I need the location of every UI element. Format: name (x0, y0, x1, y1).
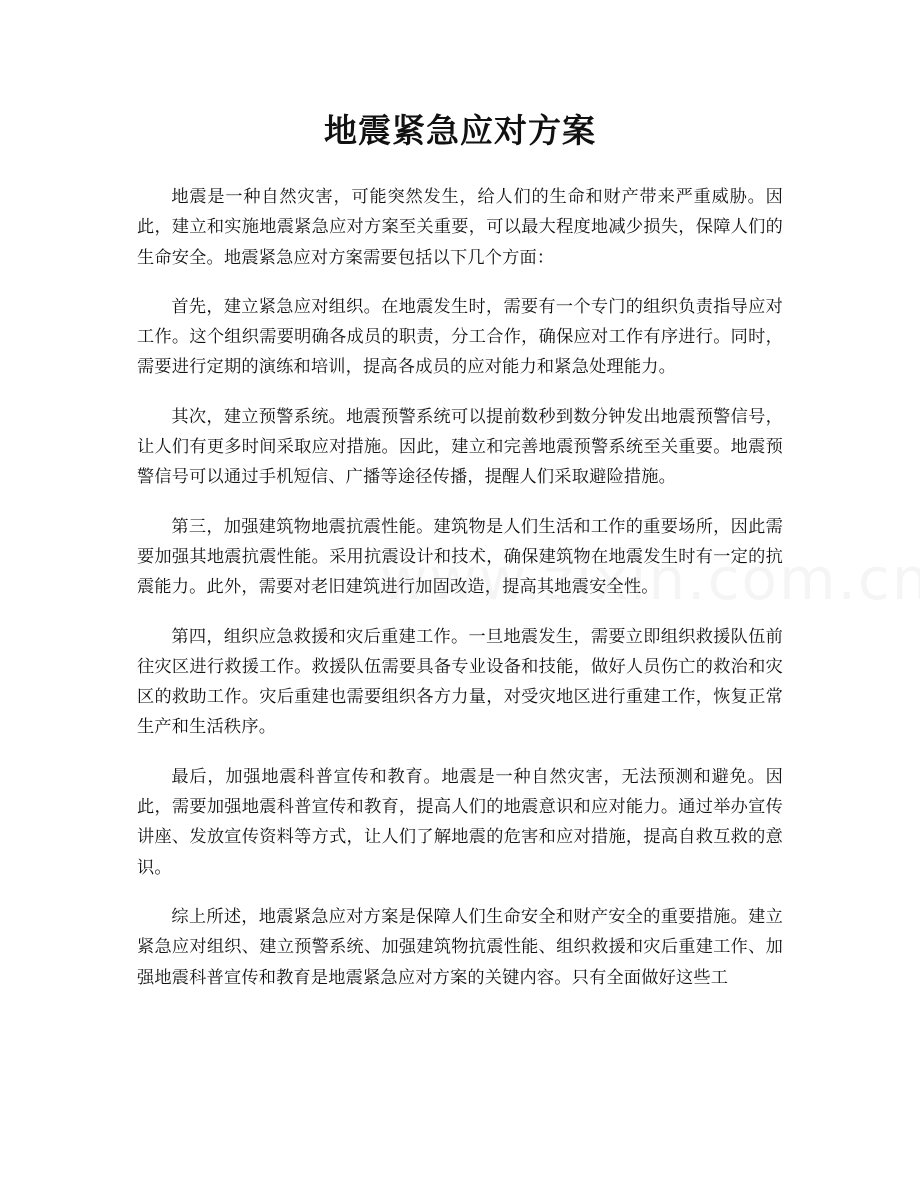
paragraph-summary: 综上所述，地震紧急应对方案是保障人们生命安全和财产安全的重要措施。建立紧急应对组织、建立预警系统、加强建筑物抗震性能、组织救援和灾后重建工作、加强地震科普宣传和教育是地震紧急应对方案的关键内容。只有全面做好这些工 (137, 906, 783, 988)
document-body (137, 182, 783, 1012)
paragraph-education: 最后，加强地震科普宣传和教育。地震是一种自然灾害，无法预测和避免。因此，需要加强地震科普宣传和教育，提高人们的地震意识和应对能力。通过举办宣传讲座、发放宣传资料等方式，让人们了解地震的危害和应对措施，提高自救互救的意识。 (137, 766, 783, 878)
document-title: 地震紧急应对方案 (324, 111, 596, 150)
paragraph-organization: 首先，建立紧急应对组织。在地震发生时，需要有一个专门的组织负责指导应对工作。这个组织需要明确各成员的职责，分工合作，确保应对工作有序进行。同时，需要进行定期的演练和培训，提高各成员的应对能力和紧急处理能力。 (137, 296, 783, 378)
paragraph-warning-system: 其次，建立预警系统。地震预警系统可以提前数秒到数分钟发出地震预警信号，让人们有更多时间采取应对措施。因此，建立和完善地震预警系统至关重要。地震预警信号可以通过手机短信、广播等途径传播，提醒人们采取避险措施。 (137, 406, 783, 488)
paragraph-rescue-rebuild: 第四，组织应急救援和灾后重建工作。一旦地震发生，需要立即组织救援队伍前往灾区进行救援工作。救援队伍需要具备专业设备和技能，做好人员伤亡的救治和灾区的救助工作。灾后重建也需要组织各方力量，对受灾地区进行重建工作，恢复正常生产和生活秩序。 (137, 626, 783, 738)
paragraph-building-resistance: 第三，加强建筑物地震抗震性能。建筑物是人们生活和工作的重要场所，因此需要加强其地震抗震性能。采用抗震设计和技术，确保建筑物在地震发生时有一定的抗震能力。此外，需要对老旧建筑进行加固改造，提高其地震安全性。 (137, 516, 783, 598)
paragraph-intro: 地震是一种自然灾害，可能突然发生，给人们的生命和财产带来严重威胁。因此，建立和实施地震紧急应对方案至关重要，可以最大程度地减少损失，保障人们的生命安全。地震紧急应对方案需要包括以下几个方面： (137, 187, 783, 268)
